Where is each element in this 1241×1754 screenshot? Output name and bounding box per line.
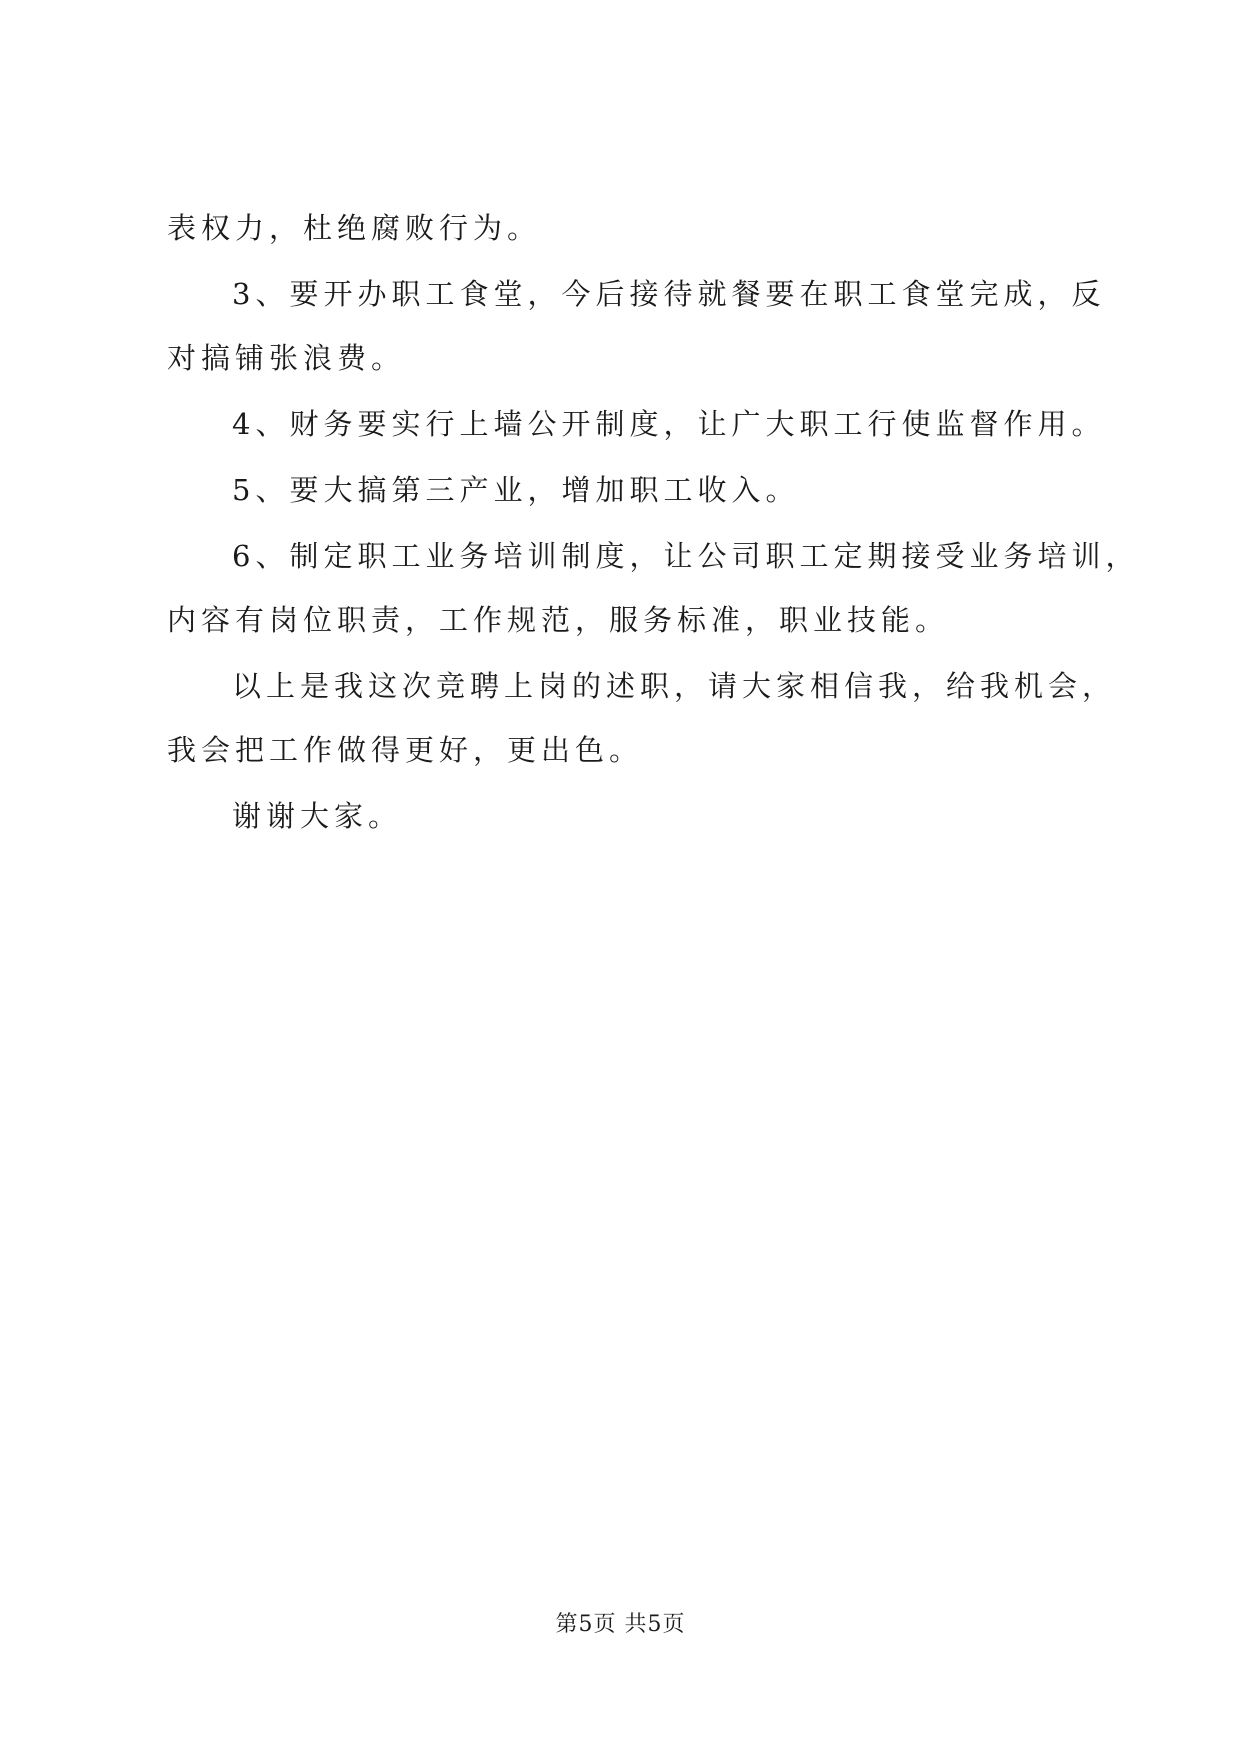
text-line: 谢谢大家。	[232, 799, 403, 833]
text-line: 内容有岗位职责，工作规范，服务标准，职业技能。	[167, 603, 950, 637]
text-line: 4、财务要实行上墙公开制度，让广大职工行使监督作用。	[232, 407, 1106, 441]
text-line: 6、制定职工业务培训制度，让公司职工定期接受业务培训，	[232, 539, 1140, 573]
text-line: 3、要开办职工食堂，今后接待就餐要在职工食堂完成，反	[232, 277, 1106, 311]
text-line: 表权力，杜绝腐败行为。	[167, 211, 542, 245]
text-line: 对搞铺张浪费。	[167, 341, 406, 375]
page-footer: 第5页 共5页	[555, 1612, 686, 1637]
text-line: 5、要大搞第三产业，增加职工收入。	[232, 473, 800, 507]
text-line: 以上是我这次竞聘上岗的述职，请大家相信我，给我机会，	[232, 669, 1117, 703]
text-line: 我会把工作做得更好，更出色。	[167, 733, 644, 767]
